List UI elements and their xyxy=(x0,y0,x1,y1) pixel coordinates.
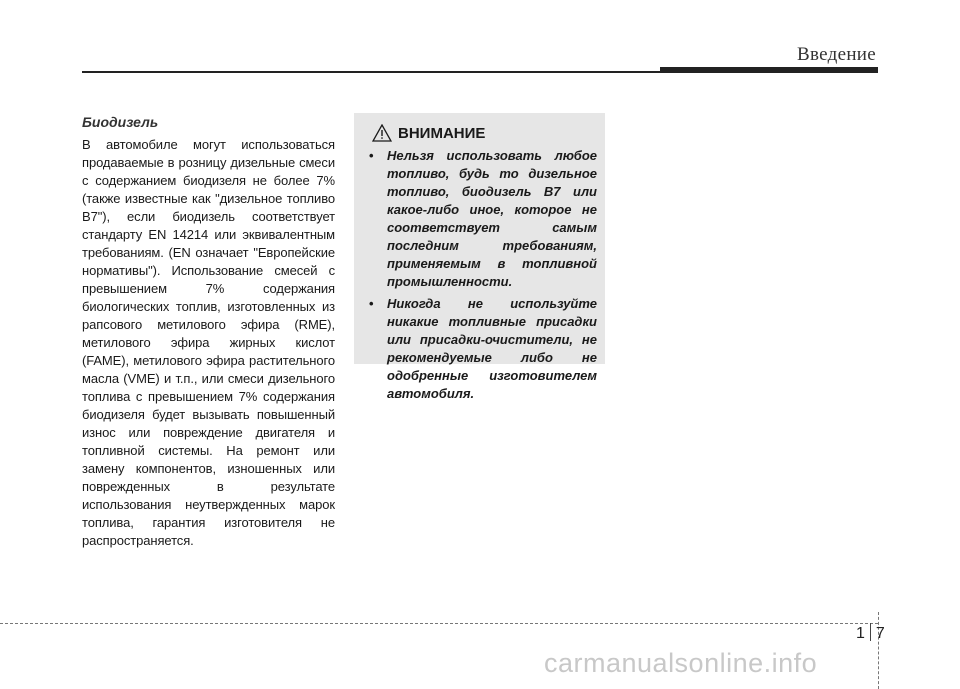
footer-dashed-line xyxy=(0,623,878,624)
warning-item-text: Никогда не используйте никакие топливные присадки или присадки-очистители, не рекомендуемые либо не одобренные изготовителем автомобиля. xyxy=(387,296,597,401)
page-header-title: Введение xyxy=(797,44,876,65)
page-chapter: 1 xyxy=(856,625,865,642)
page-index: 7 xyxy=(875,625,885,642)
biodiesel-section xyxy=(82,113,335,550)
warning-item xyxy=(366,147,597,291)
warning-box xyxy=(354,113,605,401)
bullet-icon: • xyxy=(369,296,374,311)
warning-triangle-icon xyxy=(372,124,392,142)
bullet-icon: • xyxy=(369,148,374,163)
page-number-divider xyxy=(870,623,871,641)
warning-item-text: Нельзя использовать любое топливо, будь то дизельное топливо, биодизель B7 или какое-либо иное, которое не соответствует самым последним требованиям, применяемым в топливной промышленности. xyxy=(387,148,597,289)
header-rule-accent xyxy=(660,67,878,73)
header-rule xyxy=(82,71,660,73)
warning-item xyxy=(366,295,597,403)
section-paragraph: В автомобиле могут использоваться продаваемые в розницу дизельные смеси с содержанием биодизеля не более 7% (также известные как "дизельное топливо B7"), если биодизель соответствует стандарту EN 14214 или эквивалентным требованиям. (EN означает "Европейские нормативы"). Использование смесей с превышением 7% содержания биологических топлив, изготовленных из рапсового метилового эфира (RME), метилового эфира жирных кислот (FAME), метилового эфира растительного масла (VME) и т.п., или смеси дизельного топлива с превышением 7% содержания биодизеля будет вызывать повышенный износ или повреждение двигателя и топливной системы. На ремонт или замену компонентов, изношенных или поврежденных в результате использования неутвержденных марок топлива, гарантия изготовителя не распространяется. xyxy=(82,137,335,548)
warning-header xyxy=(372,121,597,145)
page-number xyxy=(856,623,885,643)
watermark: carmanualsonline.info xyxy=(544,648,818,678)
warning-title: ВНИМАНИЕ xyxy=(398,124,486,142)
section-heading: Биодизель xyxy=(82,114,159,130)
warning-list xyxy=(366,147,597,403)
